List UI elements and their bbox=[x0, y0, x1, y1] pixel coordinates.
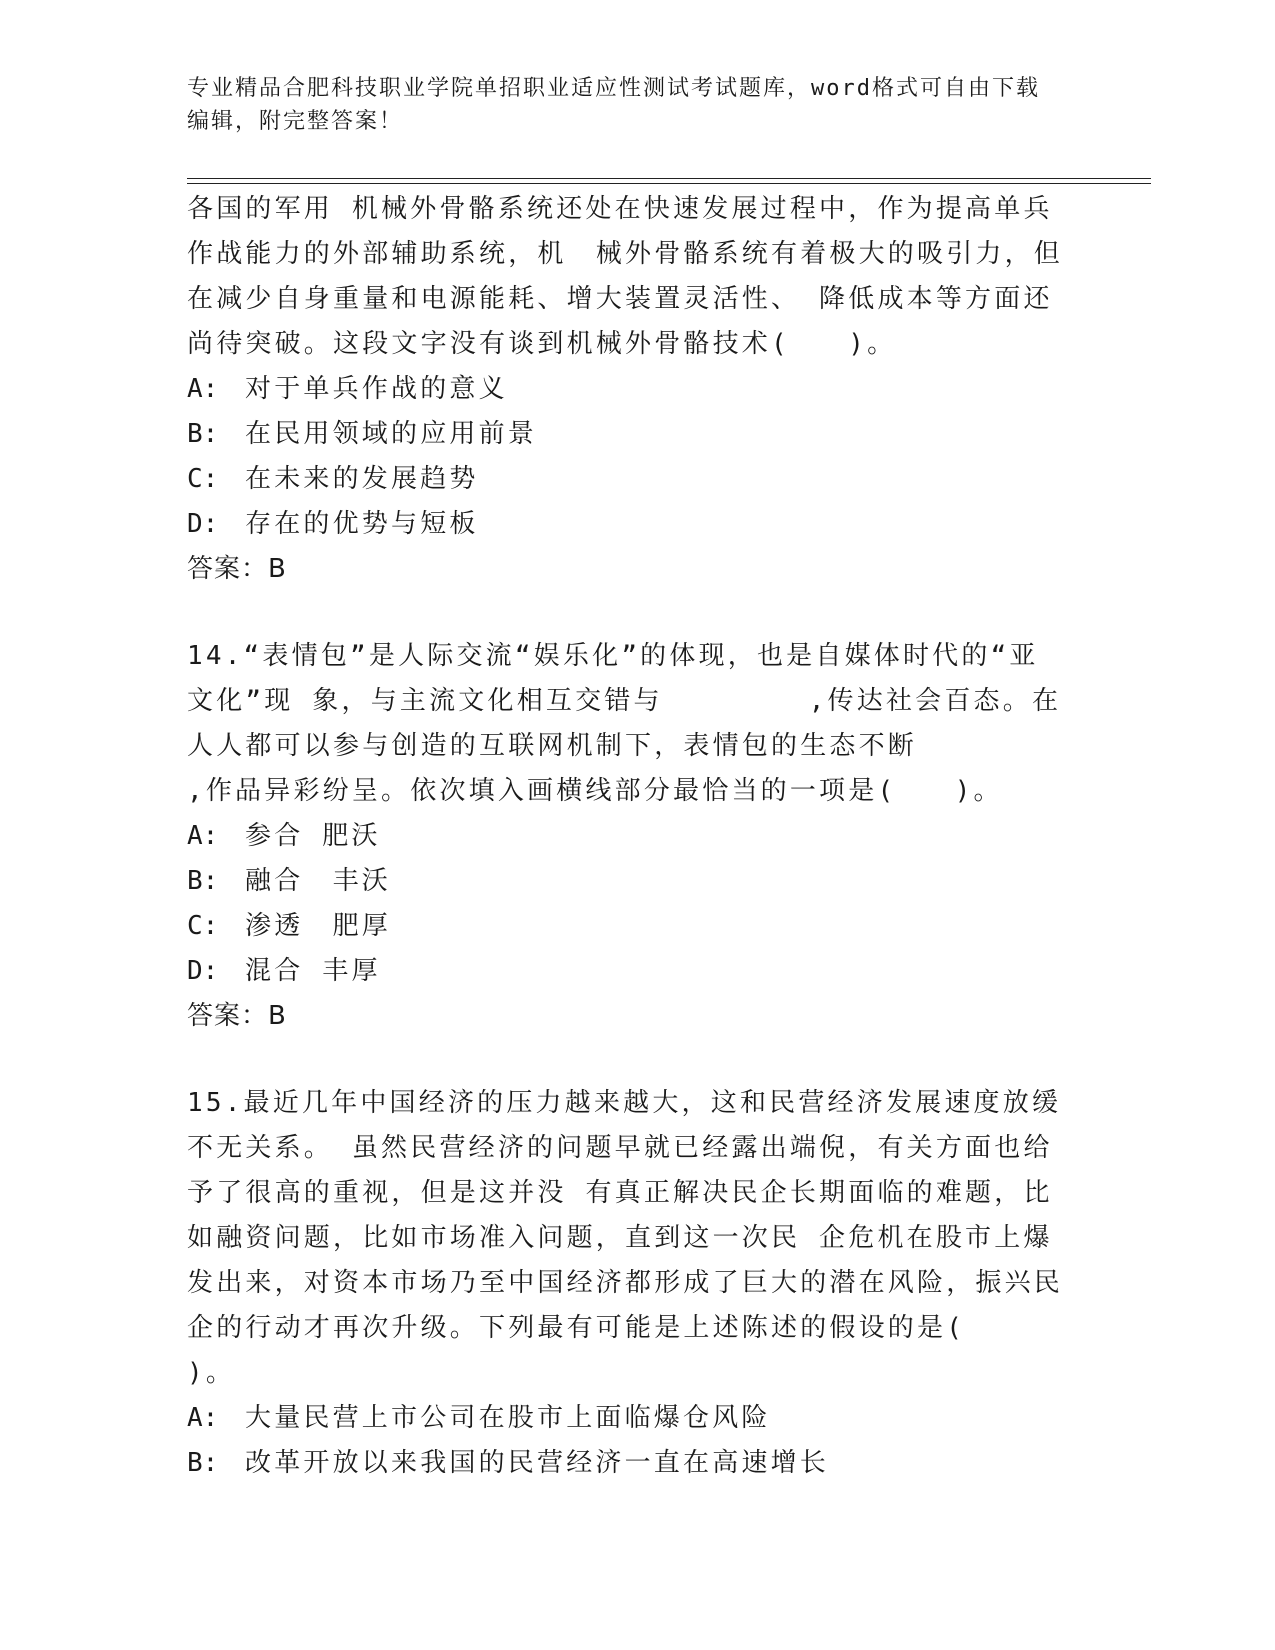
option-text: 存在的优势与短板 bbox=[245, 509, 479, 539]
question-stem: 15.最近几年中国经济的压力越来越大，这和民营经济发展速度放缓不无关系。 虽然民营经济的问题早就已经露出端倪，有关方面也给予了很高的重视，但是这并没 有真正解决民企长期面临的难题，比如融资问题，比如市场准入问题，直到这一次民 企危机在股市上爆发出来，对资本市场乃至中国经济都形成了巨大的潜在风险，振兴民企的行动才再次升级。下列最有可能是上述陈述的假设的是( )。 bbox=[187, 1088, 1064, 1388]
option-text: 对于单兵作战的意义 bbox=[245, 374, 508, 404]
option-letter: D: bbox=[187, 509, 219, 539]
option-letter: D: bbox=[187, 956, 219, 986]
option-letter: A: bbox=[187, 821, 219, 851]
option-b bbox=[187, 859, 1067, 904]
option-text: 融合 丰沃 bbox=[245, 866, 392, 896]
question-list bbox=[187, 187, 1067, 1486]
option-d bbox=[187, 949, 1067, 994]
page-header bbox=[187, 72, 1067, 138]
option-text: 在未来的发展趋势 bbox=[245, 464, 479, 494]
option-letter: B: bbox=[187, 866, 219, 896]
option-letter: B: bbox=[187, 1448, 219, 1478]
option-text: 大量民营上市公司在股市上面临爆仓风险 bbox=[245, 1403, 771, 1433]
option-text: 在民用领域的应用前景 bbox=[245, 419, 538, 449]
header-line-2: 编辑，附完整答案！ bbox=[187, 109, 404, 134]
option-text: 混合 丰厚 bbox=[245, 956, 381, 986]
question-stem: 各国的军用 机械外骨骼系统还处在快速发展过程中，作为提高单兵作战能力的外部辅助系统，机 械外骨骼系统有着极大的吸引力，但在减少自身重量和电源能耗、增大装置灵活性、 降低成本等方面还尚待突破。这段文字没有谈到机械外骨骼技术( )。 bbox=[187, 194, 1064, 359]
option-letter: A: bbox=[187, 374, 219, 404]
option-letter: C: bbox=[187, 464, 219, 494]
option-c bbox=[187, 457, 1067, 502]
answer-line: 答案：B bbox=[187, 554, 287, 584]
option-d bbox=[187, 502, 1067, 547]
option-a bbox=[187, 814, 1067, 859]
question-15 bbox=[187, 1081, 1067, 1486]
question-13 bbox=[187, 187, 1067, 592]
option-text: 渗透 肥厚 bbox=[245, 911, 392, 941]
header-line-1: 专业精品合肥科技职业学院单招职业适应性测试考试题库，word格式可自由下载 bbox=[187, 76, 1040, 101]
answer-line: 答案：B bbox=[187, 1001, 287, 1031]
option-a bbox=[187, 367, 1067, 412]
option-a bbox=[187, 1396, 1067, 1441]
option-letter: A: bbox=[187, 1403, 219, 1433]
option-text: 改革开放以来我国的民营经济一直在高速增长 bbox=[245, 1448, 830, 1478]
option-letter: B: bbox=[187, 419, 219, 449]
header-divider-top bbox=[187, 178, 1151, 179]
option-text: 参合 肥沃 bbox=[245, 821, 381, 851]
option-b bbox=[187, 1441, 1067, 1486]
option-letter: C: bbox=[187, 911, 219, 941]
option-c bbox=[187, 904, 1067, 949]
option-b bbox=[187, 412, 1067, 457]
question-stem: 14.“表情包”是人际交流“娱乐化”的体现，也是自媒体时代的“亚文化”现 象，与主流文化相互交错与 ,传达社会百态。在人人都可以参与创造的互联网机制下，表情包的生态不断 ,作品异彩纷呈。依次填入画横线部分最恰当的一项是( )。 bbox=[187, 641, 1064, 806]
question-14 bbox=[187, 634, 1067, 1039]
header-divider-bottom bbox=[187, 183, 1151, 184]
